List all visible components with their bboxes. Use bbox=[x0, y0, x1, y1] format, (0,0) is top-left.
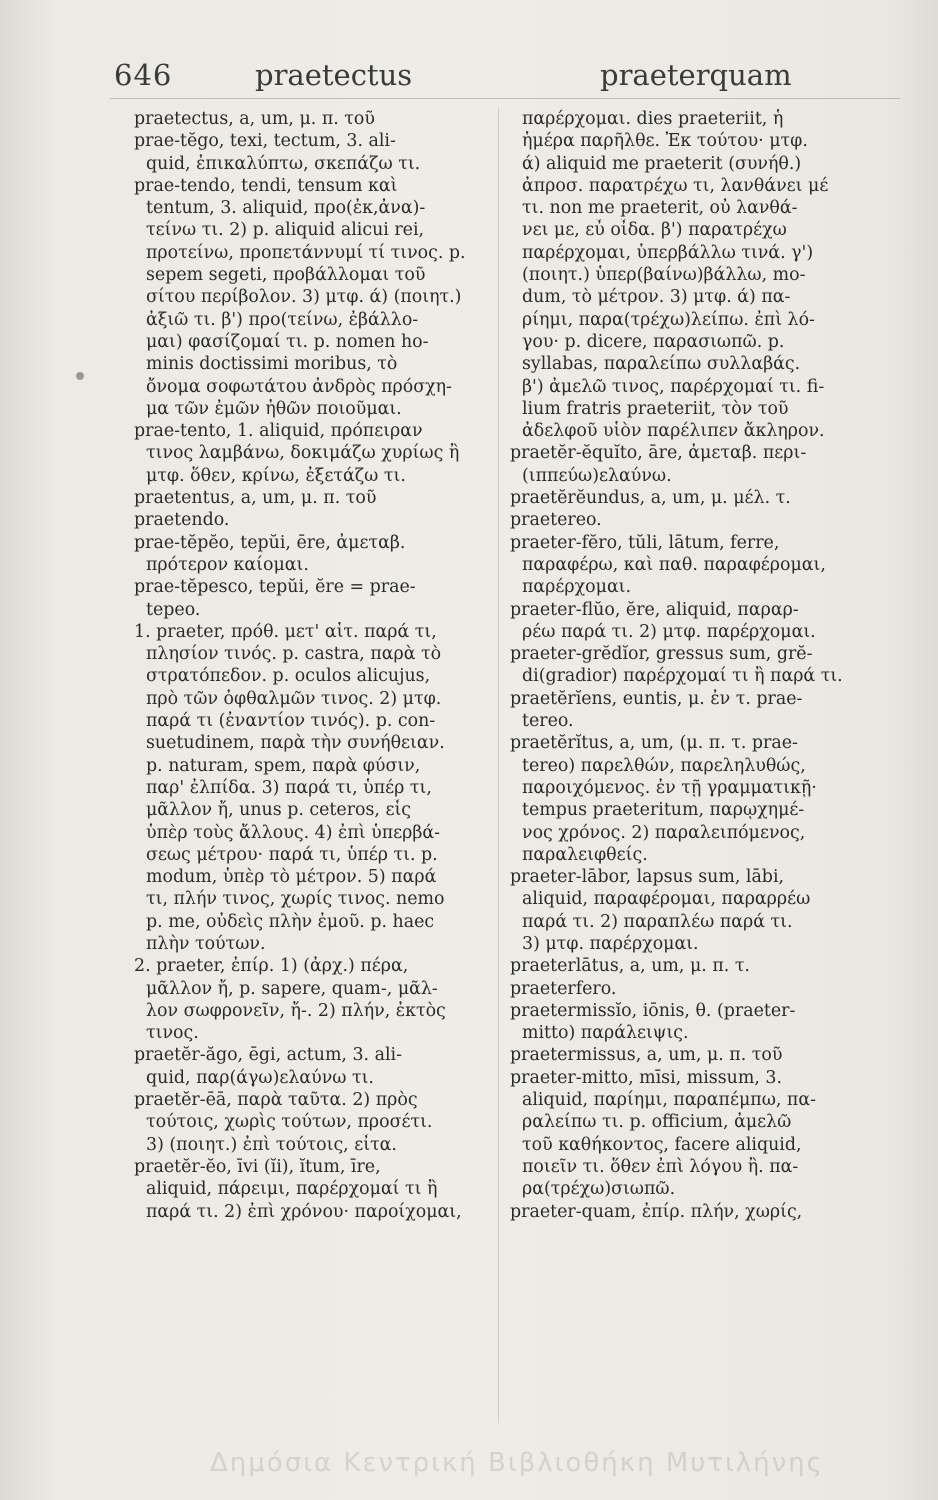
text-line: tepeo. bbox=[146, 599, 201, 620]
right-column bbox=[510, 108, 890, 1223]
text-line: ἀπροσ. παρατρέχω τι, λανθάνει μέ bbox=[522, 175, 829, 196]
text-line: praetĕr-ăgo, ēgi, actum, 3. ali- bbox=[134, 1045, 402, 1066]
text-line: παρά τι. 2) ἐπὶ χρόνου· παροίχομαι, bbox=[146, 1201, 462, 1222]
text-line: τείνω τι. 2) p. aliquid alicui rei, bbox=[146, 220, 425, 241]
text-line: παροιχόμενος. ἐν τῇ γραμματικῇ· bbox=[522, 777, 817, 798]
text-line: λον σωφρονεῖν, ἤ-. 2) πλήν, ἐκτὸς bbox=[146, 1000, 446, 1021]
text-line: τινος. bbox=[146, 1023, 199, 1044]
text-line: (ιππεύω)ελαύνω. bbox=[522, 465, 672, 486]
text-line: praetereo. bbox=[510, 510, 602, 531]
text-line: τι, πλήν τινος, χωρίς τινος. nemo bbox=[146, 889, 445, 910]
text-line: παραφέρω, καὶ παθ. παραφέρομαι, bbox=[522, 554, 826, 575]
text-line: μᾶλλον ἤ, p. sapere, quam-, μᾶλ- bbox=[146, 978, 438, 999]
text-line: quid, ἐπικαλύπτω, σκεπάζω τι. bbox=[146, 153, 421, 174]
text-line: praetentus, a, um, μ. π. τοῦ bbox=[134, 488, 377, 509]
text-line: νει με, εὖ οἶδα. β') παρατρέχω bbox=[522, 220, 787, 241]
text-line: πλὴν τούτων. bbox=[146, 933, 266, 954]
text-line: ἀδελφοῦ υἱὸν παρέλιπεν ἄκληρον. bbox=[522, 421, 825, 442]
text-line: παρέρχομαι. bbox=[522, 577, 632, 598]
text-line: παρά τι (ἐναντίον τινός). p. con- bbox=[146, 711, 436, 732]
text-line: quid, παρ(άγω)ελαύνω τι. bbox=[146, 1067, 374, 1088]
text-line: 3) μτφ. παρέρχομαι. bbox=[522, 933, 699, 954]
text-line: ραλείπω τι. p. officium, ἀμελῶ bbox=[522, 1112, 792, 1133]
text-line: tereo) παρελθών, παρεληλυθώς, bbox=[522, 755, 806, 776]
text-line: prae-tĕpĕo, tepŭi, ēre, ἀμεταβ. bbox=[134, 532, 406, 553]
text-line: praetĕr-ĕquĭto, āre, ἀμεταβ. περι- bbox=[510, 443, 807, 464]
text-line: μα τῶν ἐμῶν ἠθῶν ποιοῦμαι. bbox=[146, 398, 402, 419]
text-line: praeter-quam, ἐπίρ. πλήν, χωρίς, bbox=[510, 1201, 803, 1222]
text-line: παρ' ἐλπίδα. 3) παρά τι, ὑπέρ τι, bbox=[146, 777, 432, 798]
text-line: praeter-grĕdĭor, gressus sum, grĕ- bbox=[510, 644, 813, 665]
header-rule bbox=[110, 98, 900, 99]
text-line: παρέρχομαι, ὑπερβάλλω τινά. γ') bbox=[522, 242, 814, 263]
text-line: tereo. bbox=[522, 711, 574, 732]
text-line: μαι) φασίζομαί τι. p. nomen ho- bbox=[146, 331, 429, 352]
text-line: ἡμέρα παρῆλθε. Ἐκ τούτου· μτφ. bbox=[522, 131, 808, 152]
text-line: praeter-lābor, lapsus sum, lābi, bbox=[510, 867, 785, 888]
text-line: minis doctissimi moribus, τὸ bbox=[146, 354, 398, 375]
text-line: ἀξιῶ τι. β') προ(τείνω, ἐβάλλο- bbox=[146, 309, 419, 330]
text-line: τι. non me praeterit, οὐ λανθά- bbox=[522, 198, 798, 219]
text-line: μτφ. ὅθεν, κρίνω, ἐξετάζω τι. bbox=[146, 465, 406, 486]
text-line: σίτου περίβολον. 3) μτφ. ά) (ποιητ.) bbox=[146, 287, 462, 308]
text-line: lium fratris praeteriit, τὸν τοῦ bbox=[522, 398, 789, 419]
text-line: p. naturam, spem, παρὰ φύσιν, bbox=[146, 755, 421, 776]
text-line: praetendo. bbox=[134, 510, 230, 531]
text-line: praeter-mitto, mīsi, missum, 3. bbox=[510, 1067, 782, 1088]
text-line: modum, ὑπὲρ τὸ μέτρον. 5) παρά bbox=[146, 867, 437, 888]
text-line: praetectus, a, um, μ. π. τοῦ bbox=[134, 109, 375, 129]
text-line: praetĕr-ĕo, īvi (ĭi), ĭtum, īre, bbox=[134, 1156, 381, 1177]
text-line: ὑπὲρ τοὺς ἄλλους. 4) ἐπὶ ὑπερβά- bbox=[146, 822, 441, 843]
text-line: ρίημι, παρα(τρέχω)λείπω. ἐπὶ λό- bbox=[522, 309, 815, 330]
text-line: praeterlātus, a, um, μ. π. τ. bbox=[510, 956, 750, 977]
text-line: παρά τι. 2) παραπλέω παρά τι. bbox=[522, 911, 793, 932]
text-line: praetĕrĕundus, a, um, μ. μέλ. τ. bbox=[510, 488, 791, 509]
text-line: 2. praeter, ἐπίρ. 1) (ἀρχ.) πέρα, bbox=[134, 956, 409, 977]
text-line: praetĕrĭens, euntis, μ. ἐν τ. prae- bbox=[510, 688, 803, 709]
text-line: τούτοις, χωρὶς τούτων, προσέτι. bbox=[146, 1112, 433, 1133]
text-line: 1. praeter, πρόθ. μετ' αἰτ. παρά τι, bbox=[134, 621, 437, 642]
text-line: παρέρχομαι. dies praeteriit, ἡ bbox=[522, 109, 784, 129]
text-line: prae-tĕpesco, tepŭi, ĕre = prae- bbox=[134, 577, 416, 598]
text-line: μᾶλλον ἤ, unus p. ceteros, εἷς bbox=[146, 800, 412, 821]
text-line: di(gradior) παρέρχομαί τι ἢ παρά τι. bbox=[522, 666, 843, 687]
text-line: τοῦ καθήκοντος, facere aliquid, bbox=[522, 1134, 802, 1155]
text-line: aliquid, παραφέρομαι, παραρρέω bbox=[522, 889, 811, 910]
text-line: praetĕr-ēā, παρὰ ταῦτα. 2) πρὸς bbox=[134, 1090, 418, 1111]
text-line: tempus praeteritum, παρῳχημέ- bbox=[522, 800, 805, 821]
text-line: σεως μέτρου· παρά τι, ὑπέρ τι. p. bbox=[146, 844, 438, 865]
text-line: aliquid, παρίημι, παραπέμπω, πα- bbox=[522, 1090, 816, 1111]
text-line: γου· p. dicere, παρασιωπῶ. p. bbox=[522, 331, 785, 352]
text-line: τινος λαμβάνω, δοκιμάζω χυρίως ἢ bbox=[146, 443, 460, 464]
text-line: προτείνω, προπετάννυμί τί τινος. p. bbox=[146, 242, 466, 263]
text-line: ρα(τρέχω)σιωπῶ. bbox=[522, 1179, 676, 1200]
text-line: ὄνομα σοφωτάτου ἀνδρὸς πρόσχη- bbox=[146, 376, 452, 397]
text-line: praetĕrĭtus, a, um, (μ. π. τ. prae- bbox=[510, 733, 798, 754]
text-line: prae-tento, 1. aliquid, πρόπειραν bbox=[134, 421, 423, 442]
text-line: (ποιητ.) ὑπερ(βαίνω)βάλλω, mo- bbox=[522, 265, 806, 286]
text-line: praeter-flŭo, ĕre, aliquid, παραρ- bbox=[510, 599, 799, 620]
ink-spot bbox=[76, 372, 84, 380]
text-line: πλησίον τινός. p. castra, παρὰ τὸ bbox=[146, 644, 442, 665]
text-line: praeter-fĕro, tŭli, lātum, ferre, bbox=[510, 532, 780, 553]
header-first-entry: praetectus bbox=[255, 58, 413, 92]
text-line: ποιεῖν τι. ὅθεν ἐπὶ λόγου ἢ. πα- bbox=[522, 1156, 799, 1177]
text-line: aliquid, πάρειμι, παρέρχομαί τι ἢ bbox=[146, 1179, 438, 1200]
text-line: praetermissus, a, um, μ. π. τοῦ bbox=[510, 1045, 783, 1066]
text-line: β') ἀμελῶ τινος, παρέρχομαί τι. fi- bbox=[522, 376, 825, 397]
text-line: prae-tendo, tendi, tensum καὶ bbox=[134, 175, 398, 196]
text-line: νος χρόνος. 2) παραλειπόμενος, bbox=[522, 822, 806, 843]
library-watermark: Δημόσια Κεντρική Βιβλιοθήκη Μυτιλήνης bbox=[210, 1448, 824, 1478]
text-line: ρέω παρά τι. 2) μτφ. παρέρχομαι. bbox=[522, 621, 816, 642]
column-divider bbox=[498, 108, 499, 1423]
text-line: παραλειφθείς. bbox=[522, 844, 648, 865]
text-line: πρὸ τῶν ὀφθαλμῶν τινος. 2) μτφ. bbox=[146, 688, 442, 709]
text-line: prae-tĕgo, texi, tectum, 3. ali- bbox=[134, 131, 396, 152]
text-line: syllabas, παραλείπω συλλαβάς. bbox=[522, 354, 801, 375]
page-number: 646 bbox=[114, 58, 173, 92]
text-line: ά) aliquid me praeterit (συνήθ.) bbox=[522, 153, 802, 174]
header-last-entry: praeterquam bbox=[600, 58, 792, 92]
text-line: sepem segeti, προβάλλομαι τοῦ bbox=[146, 265, 426, 286]
text-line: p. me, οὐδεὶς πλὴν ἐμοῦ. p. haec bbox=[146, 911, 435, 932]
text-line: dum, τὸ μέτρον. 3) μτφ. ά) πα- bbox=[522, 287, 791, 308]
text-line: praetermissĭo, iōnis, θ. (praeter- bbox=[510, 1000, 796, 1021]
text-line: 3) (ποιητ.) ἐπὶ τούτοις, εἶτα. bbox=[146, 1134, 397, 1155]
text-line: suetudinem, παρὰ τὴν συνήθειαν. bbox=[146, 733, 445, 754]
text-line: mitto) παράλειψις. bbox=[522, 1023, 689, 1044]
text-line: πρότερον καίομαι. bbox=[146, 554, 309, 575]
text-line: praeterfero. bbox=[510, 978, 617, 999]
text-line: στρατόπεδον. p. oculos alicujus, bbox=[146, 666, 431, 687]
left-column bbox=[134, 108, 512, 1223]
text-line: tentum, 3. aliquid, προ(ἐκ,ἀνα)- bbox=[146, 198, 426, 219]
